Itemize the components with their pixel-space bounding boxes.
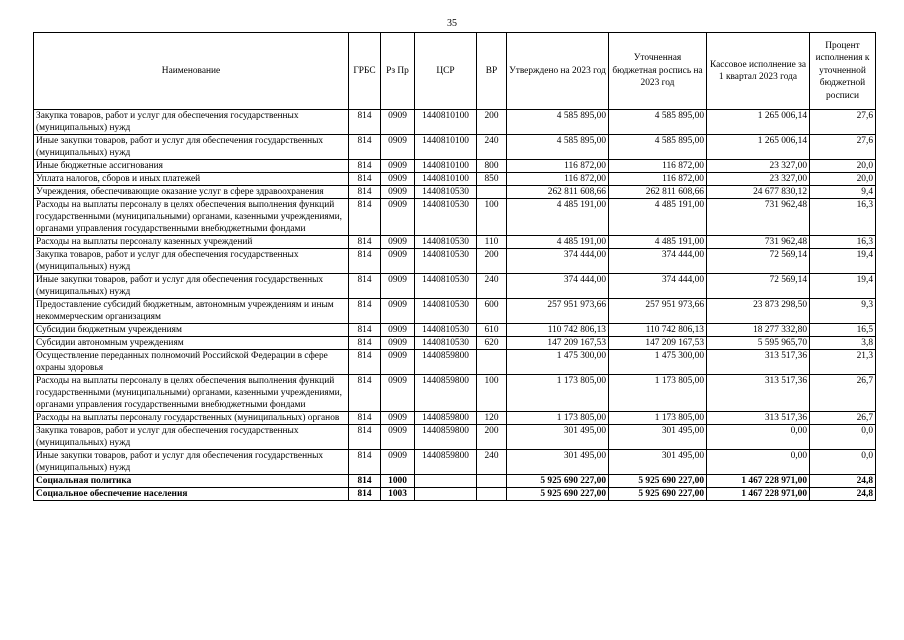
cell-vr: 620 (477, 337, 507, 350)
cell-percent: 3,8 (810, 337, 876, 350)
cell-vr: 110 (477, 236, 507, 249)
table-row (34, 375, 876, 412)
cell-approved: 110 742 806,13 (507, 324, 609, 337)
cell-grbs: 814 (349, 274, 381, 299)
table-row (34, 186, 876, 199)
table-row (34, 299, 876, 324)
cell-approved: 1 173 805,00 (507, 412, 609, 425)
cell-name: Осуществление переданных полномочий Российской Федерации в сфере охраны здоровья (34, 350, 349, 375)
cell-percent: 20,0 (810, 160, 876, 173)
cell-vr: 200 (477, 249, 507, 274)
cell-executed: 72 569,14 (707, 249, 810, 274)
cell-percent: 16,5 (810, 324, 876, 337)
cell-refined: 5 925 690 227,00 (609, 488, 707, 501)
table-body (34, 110, 876, 501)
cell-grbs: 814 (349, 160, 381, 173)
cell-name: Закупка товаров, работ и услуг для обеспечения государственных (муниципальных) нужд (34, 249, 349, 274)
cell-refined: 301 495,00 (609, 425, 707, 450)
cell-grbs: 814 (349, 337, 381, 350)
cell-grbs: 814 (349, 186, 381, 199)
cell-rzpr: 0909 (381, 186, 415, 199)
cell-vr: 610 (477, 324, 507, 337)
cell-percent: 27,6 (810, 110, 876, 135)
cell-grbs: 814 (349, 135, 381, 160)
table-row (34, 350, 876, 375)
table-row (34, 135, 876, 160)
table-row (34, 475, 876, 488)
cell-executed: 0,00 (707, 450, 810, 475)
budget-table (33, 32, 876, 501)
cell-executed: 313 517,36 (707, 350, 810, 375)
cell-executed: 1 467 228 971,00 (707, 475, 810, 488)
table-row (34, 199, 876, 236)
cell-csr: 1440810530 (415, 236, 477, 249)
cell-executed: 24 677 830,12 (707, 186, 810, 199)
cell-grbs: 814 (349, 488, 381, 501)
cell-vr: 240 (477, 274, 507, 299)
cell-refined: 1 173 805,00 (609, 375, 707, 412)
cell-approved: 5 925 690 227,00 (507, 475, 609, 488)
cell-rzpr: 0909 (381, 450, 415, 475)
cell-approved: 116 872,00 (507, 160, 609, 173)
cell-csr: 1440859800 (415, 412, 477, 425)
cell-name: Расходы на выплаты персоналу казенных учреждений (34, 236, 349, 249)
cell-name: Иные закупки товаров, работ и услуг для обеспечения государственных (муниципальных) нужд (34, 274, 349, 299)
cell-refined: 257 951 973,66 (609, 299, 707, 324)
cell-percent: 0,0 (810, 450, 876, 475)
table-row (34, 450, 876, 475)
cell-grbs: 814 (349, 425, 381, 450)
col-header-refined: Уточненная бюджетная роспись на 2023 год (609, 33, 707, 110)
cell-rzpr: 0909 (381, 299, 415, 324)
cell-grbs: 814 (349, 299, 381, 324)
col-header-executed: Кассовое исполнение за 1 квартал 2023 года (707, 33, 810, 110)
cell-rzpr: 0909 (381, 110, 415, 135)
cell-vr: 120 (477, 412, 507, 425)
cell-approved: 4 485 191,00 (507, 199, 609, 236)
cell-vr: 240 (477, 450, 507, 475)
cell-refined: 374 444,00 (609, 274, 707, 299)
cell-rzpr: 0909 (381, 375, 415, 412)
cell-rzpr: 1000 (381, 475, 415, 488)
cell-name: Иные закупки товаров, работ и услуг для обеспечения государственных (муниципальных) нужд (34, 135, 349, 160)
cell-name: Социальное обеспечение населения (34, 488, 349, 501)
cell-csr: 1440810530 (415, 186, 477, 199)
cell-csr: 1440810530 (415, 324, 477, 337)
cell-rzpr: 0909 (381, 135, 415, 160)
col-header-name: Наименование (34, 33, 349, 110)
cell-vr: 100 (477, 375, 507, 412)
cell-rzpr: 0909 (381, 249, 415, 274)
cell-executed: 313 517,36 (707, 412, 810, 425)
cell-grbs: 814 (349, 236, 381, 249)
cell-vr (477, 350, 507, 375)
col-header-vr: ВР (477, 33, 507, 110)
cell-vr: 850 (477, 173, 507, 186)
cell-name: Иные закупки товаров, работ и услуг для обеспечения государственных (муниципальных) нужд (34, 450, 349, 475)
cell-csr: 1440810530 (415, 337, 477, 350)
cell-name: Учреждения, обеспечивающие оказание услуг в сфере здравоохранения (34, 186, 349, 199)
cell-percent: 24,8 (810, 475, 876, 488)
cell-approved: 4 485 191,00 (507, 236, 609, 249)
cell-percent: 9,4 (810, 186, 876, 199)
cell-vr (477, 186, 507, 199)
cell-percent: 20,0 (810, 173, 876, 186)
cell-csr: 1440859800 (415, 350, 477, 375)
cell-grbs: 814 (349, 475, 381, 488)
cell-refined: 301 495,00 (609, 450, 707, 475)
table-row (34, 236, 876, 249)
cell-rzpr: 0909 (381, 412, 415, 425)
table-row (34, 160, 876, 173)
cell-name: Социальная политика (34, 475, 349, 488)
cell-name: Уплата налогов, сборов и иных платежей (34, 173, 349, 186)
cell-refined: 4 585 895,00 (609, 135, 707, 160)
cell-vr: 200 (477, 425, 507, 450)
cell-vr: 200 (477, 110, 507, 135)
cell-approved: 257 951 973,66 (507, 299, 609, 324)
cell-executed: 23 327,00 (707, 173, 810, 186)
cell-csr (415, 475, 477, 488)
cell-csr: 1440859800 (415, 450, 477, 475)
cell-name: Иные бюджетные ассигнования (34, 160, 349, 173)
cell-name: Закупка товаров, работ и услуг для обеспечения государственных (муниципальных) нужд (34, 110, 349, 135)
cell-rzpr: 0909 (381, 173, 415, 186)
cell-rzpr: 0909 (381, 274, 415, 299)
cell-csr: 1440810530 (415, 299, 477, 324)
cell-percent: 19,4 (810, 249, 876, 274)
cell-vr: 240 (477, 135, 507, 160)
cell-approved: 374 444,00 (507, 274, 609, 299)
cell-grbs: 814 (349, 350, 381, 375)
cell-name: Субсидии автономным учреждениям (34, 337, 349, 350)
cell-percent: 16,3 (810, 236, 876, 249)
cell-executed: 23 873 298,50 (707, 299, 810, 324)
cell-grbs: 814 (349, 412, 381, 425)
table-row (34, 488, 876, 501)
cell-name: Расходы на выплаты персоналу государственных (муниципальных) органов (34, 412, 349, 425)
cell-name: Расходы на выплаты персоналу в целях обеспечения выполнения функций государственными (муниципальными) органами, казенными учреждениями, органами управления государственными внебюджетными фондами (34, 375, 349, 412)
cell-refined: 116 872,00 (609, 160, 707, 173)
cell-refined: 4 485 191,00 (609, 199, 707, 236)
cell-executed: 23 327,00 (707, 160, 810, 173)
cell-name: Расходы на выплаты персоналу в целях обеспечения выполнения функций государственными (муниципальными) органами, казенными учреждениями, органами управления государственными внебюджетными фондами (34, 199, 349, 236)
cell-rzpr: 0909 (381, 337, 415, 350)
cell-rzpr: 0909 (381, 425, 415, 450)
table-row (34, 412, 876, 425)
cell-grbs: 814 (349, 249, 381, 274)
table-row (34, 249, 876, 274)
cell-csr: 1440810530 (415, 199, 477, 236)
cell-vr: 800 (477, 160, 507, 173)
cell-rzpr: 0909 (381, 199, 415, 236)
cell-executed: 5 595 965,70 (707, 337, 810, 350)
cell-approved: 5 925 690 227,00 (507, 488, 609, 501)
cell-grbs: 814 (349, 110, 381, 135)
cell-percent: 27,6 (810, 135, 876, 160)
cell-executed: 731 962,48 (707, 199, 810, 236)
cell-vr (477, 475, 507, 488)
cell-csr: 1440810100 (415, 173, 477, 186)
cell-approved: 4 585 895,00 (507, 110, 609, 135)
cell-refined: 147 209 167,53 (609, 337, 707, 350)
cell-refined: 1 475 300,00 (609, 350, 707, 375)
cell-approved: 1 173 805,00 (507, 375, 609, 412)
cell-percent: 24,8 (810, 488, 876, 501)
cell-percent: 21,3 (810, 350, 876, 375)
col-header-csr: ЦСР (415, 33, 477, 110)
cell-percent: 19,4 (810, 274, 876, 299)
cell-executed: 313 517,36 (707, 375, 810, 412)
cell-approved: 147 209 167,53 (507, 337, 609, 350)
cell-grbs: 814 (349, 173, 381, 186)
table-row (34, 337, 876, 350)
cell-vr (477, 488, 507, 501)
table-row (34, 110, 876, 135)
cell-approved: 116 872,00 (507, 173, 609, 186)
cell-csr: 1440810530 (415, 249, 477, 274)
cell-refined: 4 485 191,00 (609, 236, 707, 249)
cell-rzpr: 0909 (381, 350, 415, 375)
cell-percent: 0,0 (810, 425, 876, 450)
cell-approved: 374 444,00 (507, 249, 609, 274)
cell-percent: 9,3 (810, 299, 876, 324)
cell-executed: 1 265 006,14 (707, 110, 810, 135)
cell-refined: 110 742 806,13 (609, 324, 707, 337)
cell-approved: 262 811 608,66 (507, 186, 609, 199)
cell-percent: 16,3 (810, 199, 876, 236)
col-header-approved: Утверждено на 2023 год (507, 33, 609, 110)
cell-csr: 1440810100 (415, 160, 477, 173)
cell-vr: 600 (477, 299, 507, 324)
cell-rzpr: 0909 (381, 160, 415, 173)
table-row (34, 173, 876, 186)
cell-refined: 262 811 608,66 (609, 186, 707, 199)
cell-grbs: 814 (349, 375, 381, 412)
cell-refined: 374 444,00 (609, 249, 707, 274)
cell-executed: 1 467 228 971,00 (707, 488, 810, 501)
cell-refined: 4 585 895,00 (609, 110, 707, 135)
page-number: 35 (447, 18, 457, 29)
cell-grbs: 814 (349, 450, 381, 475)
cell-executed: 0,00 (707, 425, 810, 450)
table-header-row (34, 33, 876, 110)
cell-csr: 1440859800 (415, 425, 477, 450)
table-row (34, 274, 876, 299)
cell-csr: 1440810100 (415, 135, 477, 160)
cell-approved: 4 585 895,00 (507, 135, 609, 160)
cell-percent: 26,7 (810, 375, 876, 412)
cell-rzpr: 1003 (381, 488, 415, 501)
cell-percent: 26,7 (810, 412, 876, 425)
col-header-grbs: ГРБС (349, 33, 381, 110)
cell-csr: 1440810530 (415, 274, 477, 299)
col-header-percent: Процент исполнения к уточненной бюджетной росписи (810, 33, 876, 110)
cell-name: Субсидии бюджетным учреждениям (34, 324, 349, 337)
cell-refined: 116 872,00 (609, 173, 707, 186)
cell-grbs: 814 (349, 324, 381, 337)
cell-executed: 72 569,14 (707, 274, 810, 299)
cell-approved: 1 475 300,00 (507, 350, 609, 375)
cell-grbs: 814 (349, 199, 381, 236)
cell-refined: 1 173 805,00 (609, 412, 707, 425)
cell-csr: 1440859800 (415, 375, 477, 412)
cell-refined: 5 925 690 227,00 (609, 475, 707, 488)
cell-approved: 301 495,00 (507, 450, 609, 475)
cell-rzpr: 0909 (381, 236, 415, 249)
table-row (34, 324, 876, 337)
cell-rzpr: 0909 (381, 324, 415, 337)
cell-executed: 731 962,48 (707, 236, 810, 249)
cell-name: Закупка товаров, работ и услуг для обеспечения государственных (муниципальных) нужд (34, 425, 349, 450)
cell-executed: 1 265 006,14 (707, 135, 810, 160)
cell-name: Предоставление субсидий бюджетным, автономным учреждениям и иным некоммерческим организациям (34, 299, 349, 324)
table-row (34, 425, 876, 450)
cell-vr: 100 (477, 199, 507, 236)
cell-approved: 301 495,00 (507, 425, 609, 450)
cell-csr (415, 488, 477, 501)
cell-executed: 18 277 332,80 (707, 324, 810, 337)
cell-csr: 1440810100 (415, 110, 477, 135)
col-header-rzpr: Рз Пр (381, 33, 415, 110)
